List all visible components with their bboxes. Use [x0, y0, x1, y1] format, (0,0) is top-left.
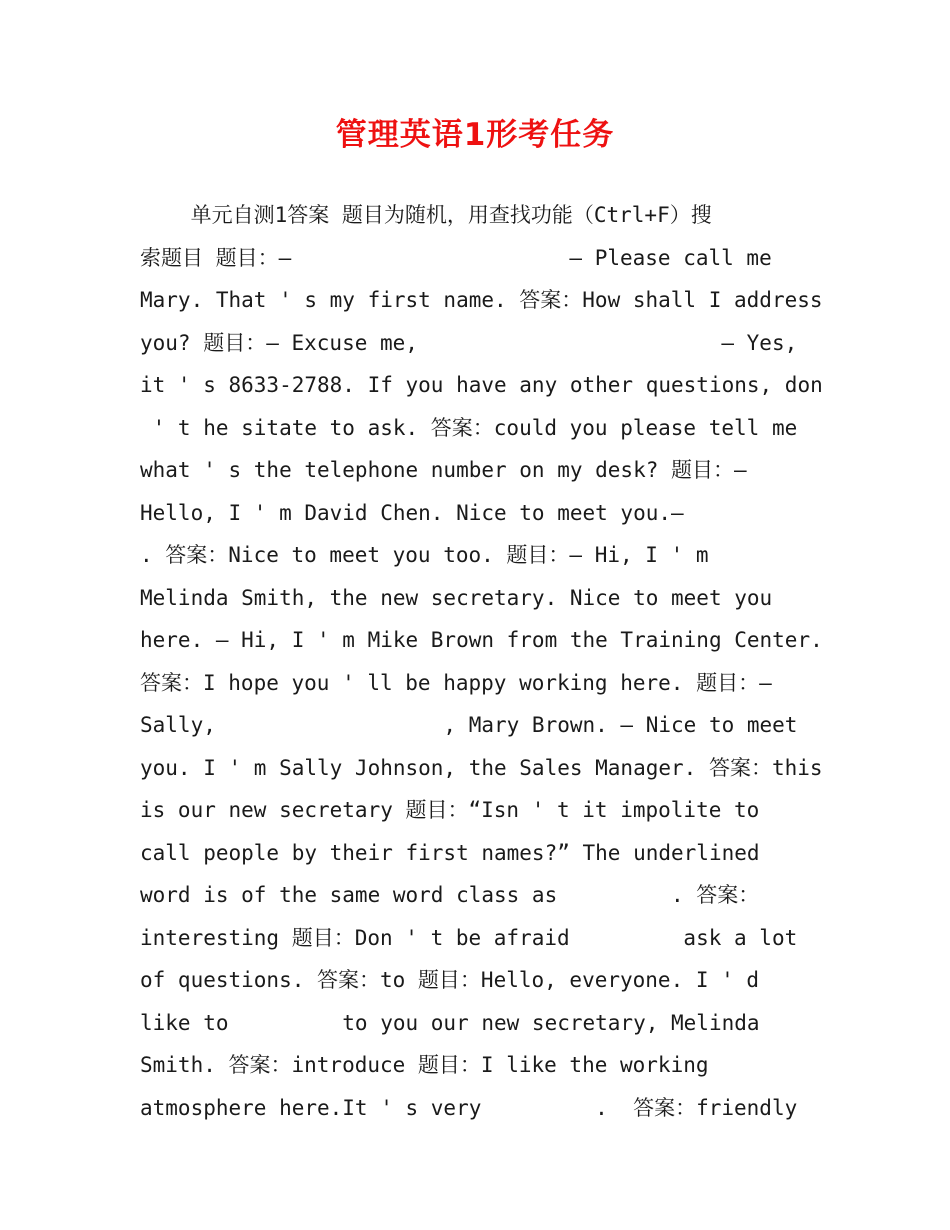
body-line: 单元自测1答案 题目为随机，用查找功能（Ctrl+F）搜: [140, 203, 712, 227]
document-body: [140, 194, 823, 1129]
body-line: Smith. 答案：introduce 题目：I like the working: [140, 1053, 709, 1077]
body-line: word is of the same word class as . 答案：: [140, 883, 760, 907]
body-line: 答案：I hope you ' ll be happy working here. 题目：—: [140, 670, 772, 695]
document-title: 管理英语1形考任务: [335, 117, 615, 153]
body-line: Mary. That ' s my first name. 答案：How shall I address: [140, 288, 823, 312]
body-line: what ' s the telephone number on my desk? 题目：—: [140, 458, 747, 482]
body-line: interesting 题目：Don ' t be afraid ask a lot: [140, 925, 798, 950]
body-line: is our new secretary 题目：“Isn ' t it impolite to: [140, 798, 760, 822]
body-line: like to to you our new secretary, Melinda: [140, 1010, 760, 1035]
body-line: of questions. 答案：to 题目：Hello, everyone. I ' d: [140, 968, 760, 992]
body-line: ' t he sitate to ask. 答案：could you please tell me: [140, 415, 798, 440]
body-line: you. I ' m Sally Johnson, the Sales Manager. 答案：this: [140, 755, 823, 780]
body-line: Melinda Smith, the new secretary. Nice to meet you: [140, 585, 773, 610]
body-line: . 答案：Nice to meet you too. 题目：— Hi, I ' m: [140, 543, 709, 567]
body-line: Sally, , Mary Brown. — Nice to meet: [140, 713, 798, 737]
body-line: Hello, I ' m David Chen. Nice to meet you.—: [140, 500, 684, 525]
body-line: 索题目 题目：— — Please call me: [140, 245, 772, 270]
body-line: you? 题目：— Excuse me, — Yes,: [140, 330, 798, 355]
body-line: atmosphere here.It ' s very . 答案：friendly: [140, 1095, 798, 1120]
body-line: it ' s 8633-2788. If you have any other questions, don: [140, 373, 823, 397]
body-line: call people by their first names?” The underlined: [140, 840, 760, 865]
body-line: here. — Hi, I ' m Mike Brown from the Training Center.: [140, 628, 823, 652]
